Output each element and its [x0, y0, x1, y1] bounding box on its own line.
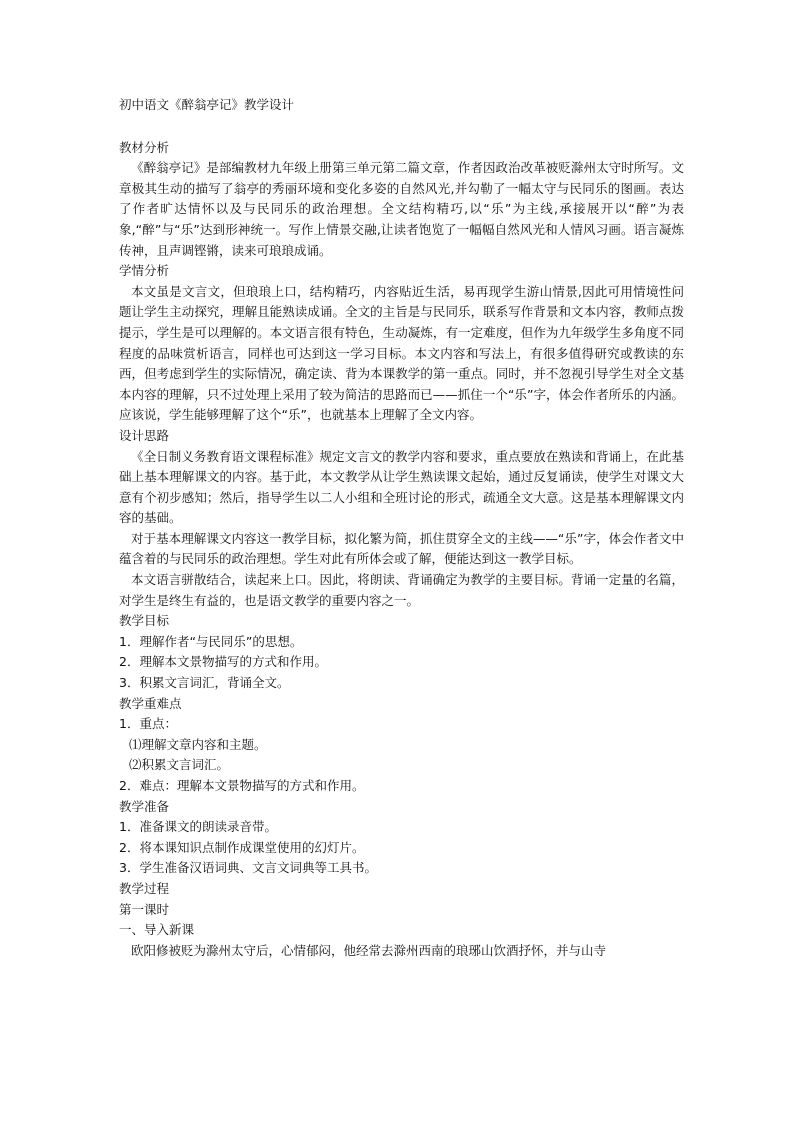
lesson-label: 第一课时: [119, 901, 170, 917]
prep-item-2: 2．将本课知识点制作成课堂使用的幻灯片。: [119, 839, 365, 855]
prep-item-3: 3．学生准备汉语词典、文言文词典等工具书。: [119, 860, 377, 876]
keypoint-item-1: 1．重点：: [119, 716, 177, 732]
heading-teaching-process: 教学过程: [119, 880, 170, 896]
heading-teaching-prep: 教学准备: [119, 798, 170, 814]
goal-item-1: 1．理解作者“与民同乐”的思想。: [119, 633, 303, 649]
goal-item-2: 2．理解本文景物描写的方式和作用。: [119, 654, 327, 670]
heading-student-analysis: 学情分析: [119, 263, 170, 279]
heading-textbook-analysis: 教材分析: [119, 139, 170, 155]
paragraph-design-2: 对于基本理解课文内容这一教学目标，拟化繁为简，抓住贯穿全文的主线——“乐”字，体会作者文中蕴含着的与民同乐的政治理想。学生对此有所体会或了解，便能达到这一教学目标。: [119, 530, 684, 567]
keypoint-item-2: 2．难点：理解本文景物描写的方式和作用。: [119, 778, 365, 793]
step-introduction: 一、导入新课: [119, 922, 195, 938]
prep-item-1: 1．准备课文的朗读录音带。: [119, 819, 277, 835]
paragraph-introduction: 欧阳修被贬为滁州太守后，心情郁闷，他经常去滁州西南的琅琊山饮酒抒怀，并与山寺: [131, 942, 607, 958]
document-title: 初中语文《醉翁亭记》教学设计: [119, 97, 295, 112]
paragraph-student-analysis: 本文虽是文言文，但琅琅上口，结构精巧，内容贴近生活，易再现学生游山情景,因此可用情境性问题让学生主动探究，理解且能熟读成诵。全文的主旨是与民同乐，联系写作背景和文本内容，教师点拨提示，学生是可以理解的。本文语言很有特色，生动凝炼，有一定难度，但作为九年级学生多角度不同程度的品味赏析语言，同样也可达到这一学习目标。本文内容和写法上，有很多值得研究或教读的东西，但考虑到学生的实际情况，确定读、背为本课教学的第一重点。同时，并不忽视引导学生对全文基本内容的理解，只不过处理上采用了较为简洁的思路而已——抓住一个“乐”字，体会作者所乐的内涵。应该说，学生能够理解了这个“乐”，也就基本上理解了全文内容。: [119, 283, 684, 423]
paragraph-design-3: 本文语言骈散结合，读起来上口。因此，将朗读、背诵确定为教学的主要目标。背诵一定量的名篇，对学生是终生有益的，也是语文教学的重要内容之一。: [119, 572, 684, 608]
goal-item-3: 3．积累文言词汇，背诵全文。: [119, 675, 290, 691]
heading-teaching-goals: 教学目标: [119, 613, 170, 629]
keypoint-subitem-1: ⑴理解文章内容和主题。: [129, 736, 267, 752]
heading-design-ideas: 设计思路: [119, 427, 170, 443]
keypoint-subitem-2: ⑵积累文言词汇。: [129, 757, 230, 773]
heading-key-points: 教学重难点: [119, 695, 182, 711]
paragraph-textbook-analysis: 《醉翁亭记》是部编教材九年级上册第三单元第二篇文章，作者因政治改革被贬滁州太守时所写。文章极其生动的描写了翁亭的秀丽环境和变化多姿的自然风光,并勾勒了一幅太守与民同乐的图画。表达了作者旷达情怀以及与民同乐的政治理想。全文结构精巧,以“乐”为主线,承接展开以“醉”为表象,“醉”与“乐”达到形神统一。写作上情景交融,让读者饱览了一幅幅自然风光和人情风习画。语言凝炼传神，且声调铿锵，读来可琅琅成诵。: [119, 160, 684, 258]
document-page: [119, 95, 684, 961]
paragraph-design-1: 《全日制义务教育语文课程标准》规定文言文的教学内容和要求，重点要放在熟读和背诵上，在此基础上基本理解课文的内容。基于此，本文教学从让学生熟读课文起始，通过反复诵读，使学生对课文大意有个初步感知；然后，指导学生以二人小组和全班讨论的形式，疏通全文大意。这是基本理解课文内容的基础。: [119, 448, 684, 526]
